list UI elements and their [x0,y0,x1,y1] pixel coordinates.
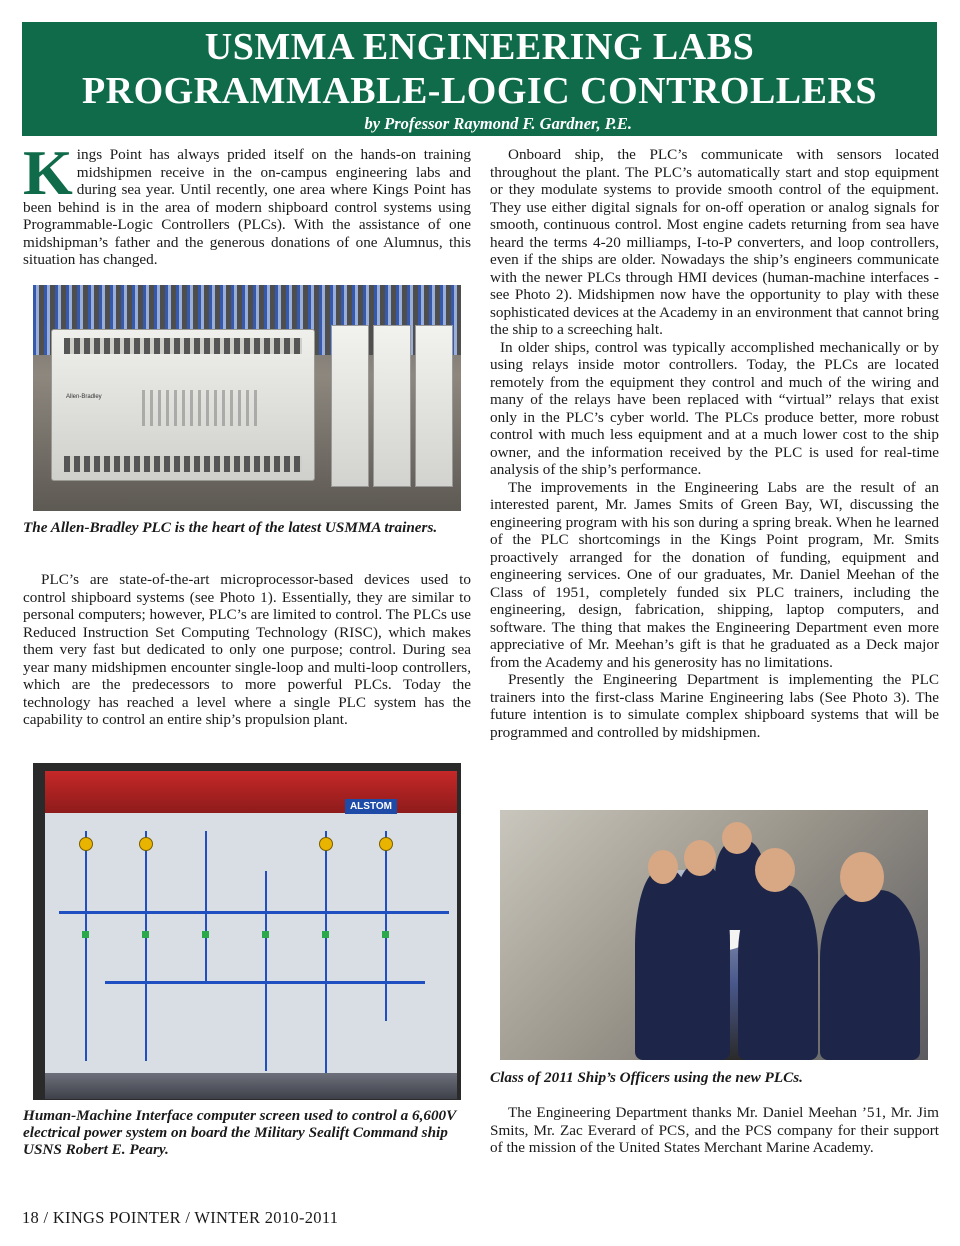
right-column-lower [490,1104,939,1157]
alstom-logo: ALSTOM [345,799,397,814]
generator-symbol [79,837,93,851]
io-module [415,325,453,487]
title-line-1: USMMA ENGINEERING LABS [204,26,755,68]
title-line-2: PROGRAMMABLE-LOGIC CONTROLLERS [81,70,878,112]
paragraph: PLC’s are state-of-the-art microprocessor-based devices used to control shipboard systems (see Photo 1). Essentially, they are similar to personal computers; however, PLC’s are limited to control. The PLCs use Reduced Instruction Set Computing Technology (RISC), which makes them very fast but dedicated to only one purpose; control. During sea year many midshipmen encounter single-loop and multi-loop controllers, which are the predecessors to more powerful PLCs. Today the technology has reached a level where a single PLC system has the capability to control an entire ship’s propulsion plant. [23,571,471,728]
right-column [490,146,939,741]
intro-paragraph [23,137,471,269]
photo-students [500,810,928,1060]
paragraph: The Engineering Department thanks Mr. Daniel Meehan ’51, Mr. Jim Smits, Mr. Zac Everard of PCS, and the PCS company for their support of the mission of the United States Merchant Marine Academy. [490,1104,939,1156]
caption-photo-2: Human-Machine Interface computer screen used to control a 6,600V electrical power system on board the Military Sealift Command ship USNS Robert E. Peary. [23,1107,456,1158]
io-module [373,325,411,487]
plc-brand-label: Allen-Bradley [66,394,102,400]
paragraph: In older ships, control was typically accomplished mechanically or by using relays inside motor controllers. Today, the PLCs are located remotely from the equipment they control and much of the wiring and many of the relays have been replaced with “virtual” relays that exist only in the PLC’s cyber world. The PLCs produce better, more robust control with much less equipment and at a much lower cost to the ship owner, and the information received by the PLC is used for real-time analysis of the ship’s performance. [490,338,939,478]
screen-button-bar [45,1073,457,1099]
left-column-lower [23,571,471,729]
photo-plc-hardware [33,285,461,511]
caption-photo-3: Class of 2011 Ship’s Officers using the new PLCs. [490,1069,803,1086]
io-module [331,325,369,487]
paragraph: The improvements in the Engineering Labs are the result of an interested parent, Mr. James Smits of Green Bay, WI, discussing the engineering program with his son during a spring break. When he learned of the PLC shortcomings in the Kings Point program, Mr. Smits proactively arranged for the donation of funding, equipment and engineering services. One of our graduates, Mr. Daniel Meehan of the Class of 1951, completely funded six PLC trainers, including the engineering, design, fabrication, shipping, laptop computers, and software. The thing that makes the Engineering Department even more appreciative of Mr. Meehan’s gift is that he graduated as a Deck major from the Academy and his generosity has no limitations. [490,478,939,671]
intro-text: ings Point has always prided itself on the hands-on training midshipmen receive in the on-campus engineering labs and during sea year. Until recently, one area where Kings Point has been behind is in the area of modern shipboard control systems using Programmable-Logic Controllers (PLCs). With the assistance of one midshipman’s father and the generous donations of one Alumnus, this situation has changed. [23,146,471,268]
generator-symbol [319,837,333,851]
generator-symbol [379,837,393,851]
drop-cap: K [23,137,73,208]
photo-hmi-screen [33,763,461,1100]
paragraph: Onboard ship, the PLC’s communicate with sensors located throughout the plant. The PLC’s automatically start and stop equipment or they modulate systems to provide smooth control of the equipment. They use either digital signals for on-off operation or analog signals for smooth, continuous control. Most engine cadets returning from sea have heard the terms 4-20 milliamps, I-to-P converters, and loop controllers, even if the ships are older. Nowadays the ship’s engineers communicate with the newer PLCs through HMI devices (human-machine interfaces - see Photo 2). Midshipmen now have the opportunity to play with these sophisticated devices at the Academy in an environment that cannot bring the ship to a screeching halt. [490,146,939,338]
generator-symbol [139,837,153,851]
caption-photo-1: The Allen-Bradley PLC is the heart of the latest USMMA trainers. [23,519,438,536]
plc-unit [51,329,315,481]
left-column [23,137,471,269]
byline: by Professor Raymond F. Gardner, P.E. [364,114,632,133]
paragraph: Presently the Engineering Department is implementing the PLC trainers into the first-class Marine Engineering labs (See Photo 3). The future intention is to simulate complex shipboard systems that will be programmed and controlled by midshipmen. [490,671,939,741]
page-footer: 18 / KINGS POINTER / WINTER 2010-2011 [22,1208,339,1227]
article-header [22,22,937,136]
